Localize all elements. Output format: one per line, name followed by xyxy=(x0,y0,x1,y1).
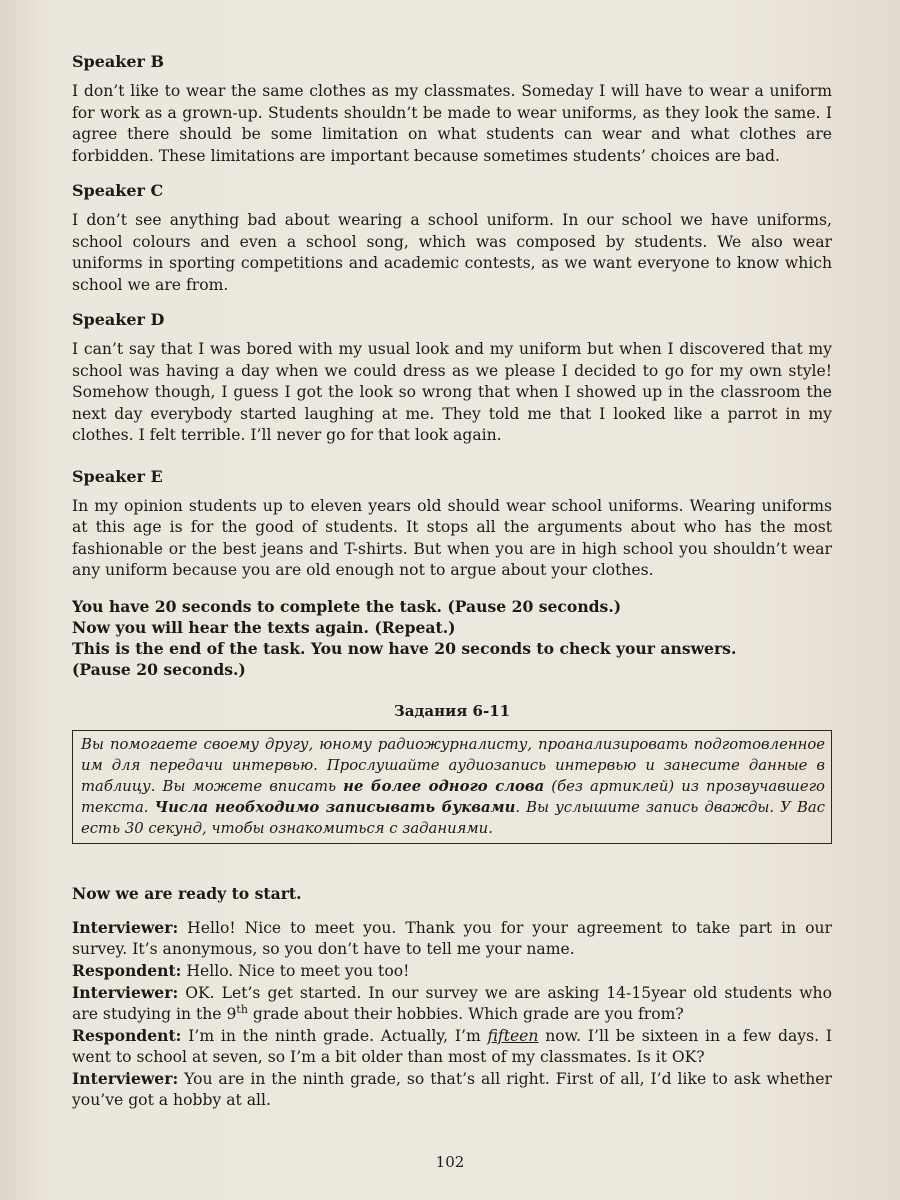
task-text: Вы помогаете своему другу, юному радиожурналисту, проанализировать подготовленное им для передачи интервью. Прослушайте аудиозапись интервью и занесите данные в таблицу. Вы можете вписать xyxy=(81,735,825,795)
dialog-line xyxy=(72,1068,832,1111)
instruction-line: You have 20 seconds to complete the task. (Pause 20 seconds.) xyxy=(72,596,622,616)
speaker-b-section xyxy=(72,52,832,167)
speaker-label: Respondent: xyxy=(72,960,182,980)
tasks-heading: Задания 6-11 xyxy=(393,701,511,720)
task-text-bold: не более одного слова xyxy=(343,777,545,795)
instruction-line: Now you will hear the texts again. (Repeat.) xyxy=(72,617,456,637)
answer-word: fifteen xyxy=(487,1026,539,1045)
task-instruction-box xyxy=(72,730,832,844)
dialog-line xyxy=(72,982,832,1025)
instruction-line: (Pause 20 seconds.) xyxy=(72,659,246,679)
speaker-text: I don’t like to wear the same clothes as my classmates. Someday I will have to wear a uniform for work as a grown-up. Students shouldn’t be made to wear uniforms, as they look the same. I agree there should be some limitation on what students can wear and what clothes are forbidden. These limitations are important because sometimes students’ choices are bad. xyxy=(72,82,832,165)
dialog-text: You are in the ninth grade, so that’s all right. First of all, I’d like to ask whether you’ve got a hobby at all. xyxy=(72,1069,832,1109)
task-text-bold: Числа необходимо записывать буквами xyxy=(154,798,516,816)
speaker-title: Speaker C xyxy=(72,181,164,200)
dialog-line xyxy=(72,1025,832,1068)
ready-line: Now we are ready to start. xyxy=(72,883,302,903)
interview-dialog xyxy=(72,917,832,1111)
speaker-d-section xyxy=(72,310,832,447)
speaker-c-section xyxy=(72,181,832,296)
speaker-text: I can’t say that I was bored with my usual look and my uniform but when I discovered that my school was having a day when we could dress as we please I decided to go for my own style! Somehow though, I guess I got the look so wrong that when I showed up in the classroom the next day everybody started laughing at me. They told me that I looked like a parrot in my clothes. I felt terrible. I’ll never go for that look again. xyxy=(72,340,832,444)
dialog-text: grade about their hobbies. Which grade are you from? xyxy=(247,1004,684,1023)
dialog-text: Hello. Nice to meet you too! xyxy=(181,961,410,980)
ordinal-suffix: th xyxy=(236,1002,248,1016)
task-text: (без артиклей) из прозвучавшего текста. xyxy=(81,777,825,816)
dialog-line xyxy=(72,917,832,960)
speaker-title: Speaker B xyxy=(72,52,165,71)
speaker-label: Respondent: xyxy=(72,1025,182,1045)
dialog-line xyxy=(72,960,832,982)
page-number: 102 xyxy=(435,1153,465,1171)
dialog-text: now. I’ll be sixteen in a few days. I went to school at seven, so I’m a bit older than most of my classmates. Is it OK? xyxy=(72,1026,832,1066)
speaker-title: Speaker D xyxy=(72,310,165,329)
dialog-text: I’m in the ninth grade. Actually, I’m xyxy=(181,1026,488,1045)
speaker-e-section xyxy=(72,467,832,582)
speaker-text: In my opinion students up to eleven years old should wear school uniforms. Wearing uniforms at this age is for the good of students. It stops all the arguments about who has the most fashionable or the best jeans and T-shirts. But when you are in high school you shouldn’t wear any uniform because you are old enough not to argue about your clothes. xyxy=(72,496,832,579)
speaker-label: Interviewer: xyxy=(72,982,179,1002)
instruction-line: This is the end of the task. You now have 20 seconds to check your answers. xyxy=(72,638,737,658)
dialog-text: Hello! Nice to meet you. Thank you for your agreement to take part in our survey. It’s anonymous, so you don’t have to tell me your name. xyxy=(72,918,832,958)
speaker-text: I don’t see anything bad about wearing a school uniform. In our school we have uniforms, school colours and even a school song, which was composed by students. We also wear uniforms in sporting competitions and academic contests, as we want everyone to know which school we are from. xyxy=(72,211,832,294)
dialog-text: OK. Let’s get started. In our survey we are asking 14-15year old students who are studying in the 9 xyxy=(72,983,832,1023)
speaker-label: Interviewer: xyxy=(72,917,179,937)
task-text: . Вы услышите запись дважды. У Вас есть 30 секунд, чтобы ознакомиться с заданиями. xyxy=(81,798,826,837)
speaker-label: Interviewer: xyxy=(72,1068,179,1088)
audio-instructions xyxy=(72,596,832,680)
speaker-title: Speaker E xyxy=(72,466,163,486)
